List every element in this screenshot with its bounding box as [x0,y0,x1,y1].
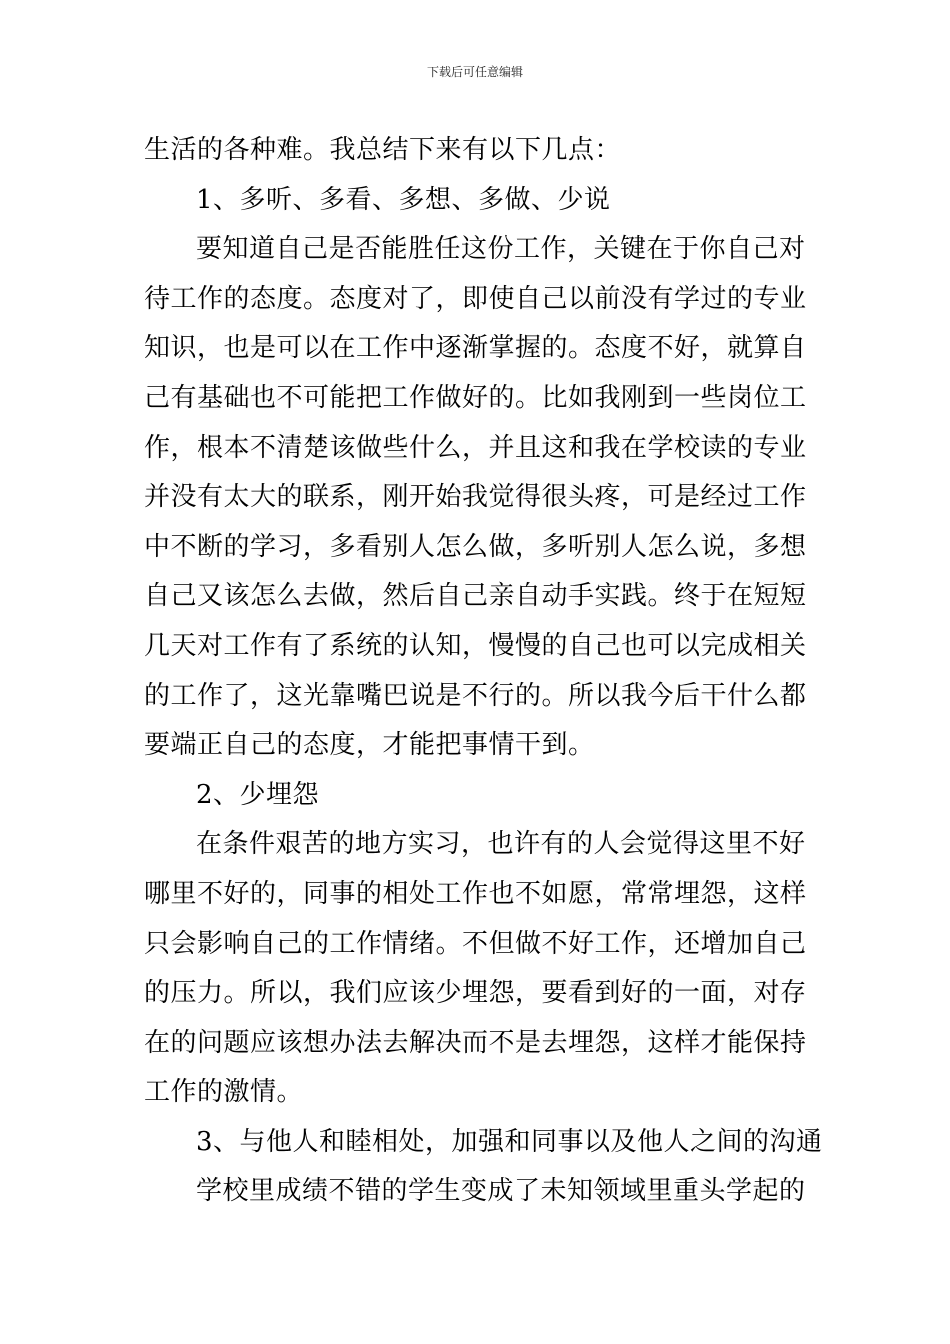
text-line: 哪里不好的，同事的相处工作也不如愿，常常埋怨，这样 [144,878,807,909]
text-line: 己有基础也不可能把工作做好的。比如我刚到一些岗位工 [144,382,807,413]
text-line: 只会影响自己的工作情绪。不但做不好工作，还增加自己 [144,928,807,959]
text-line: 要知道自己是否能胜任这份工作，关键在于你自己对 [196,234,806,265]
text-line: 几天对工作有了系统的认知，慢慢的自己也可以完成相关 [144,630,807,661]
text-line: 工作的激情。 [144,1077,304,1108]
text-line: 要端正自己的态度，才能把事情干到。 [144,730,595,761]
page-header: 下载后可任意编辑 [426,65,523,79]
text-line: 学校里成绩不错的学生变成了未知领域里重头学起的 [196,1176,806,1207]
text-line: 在条件艰苦的地方实习，也许有的人会觉得这里不好 [196,829,806,860]
text-line: 2、少埋怨 [196,779,320,810]
text-line: 3、与他人和睦相处，加强和同事以及他人之间的沟通 [196,1126,823,1157]
text-line: 的压力。所以，我们应该少埋怨，要看到好的一面，对存 [144,978,807,1009]
text-line: 中不断的学习，多看别人怎么做，多听别人怎么说，多想 [144,531,807,562]
text-line: 作，根本不清楚该做些什么，并且这和我在学校读的专业 [144,432,807,463]
text-line: 知识，也是可以在工作中逐渐掌握的。态度不好，就算自 [144,333,807,364]
text-line: 待工作的态度。态度对了，即使自己以前没有学过的专业 [144,283,807,314]
text-line: 在的问题应该想办法去解决而不是去埋怨，这样才能保持 [144,1027,807,1058]
text-line: 并没有太大的联系，刚开始我觉得很头疼，可是经过工作 [144,482,807,513]
text-line: 生活的各种难。我总结下来有以下几点： [144,135,622,165]
text-line: 1、多听、多看、多想、多做、少说 [196,184,611,215]
text-line: 的工作了，这光靠嘴巴说是不行的。所以我今后干什么都 [144,680,807,711]
text-line: 自己又该怎么去做，然后自己亲自动手实践。终于在短短 [144,581,807,612]
document-body [144,126,823,1217]
